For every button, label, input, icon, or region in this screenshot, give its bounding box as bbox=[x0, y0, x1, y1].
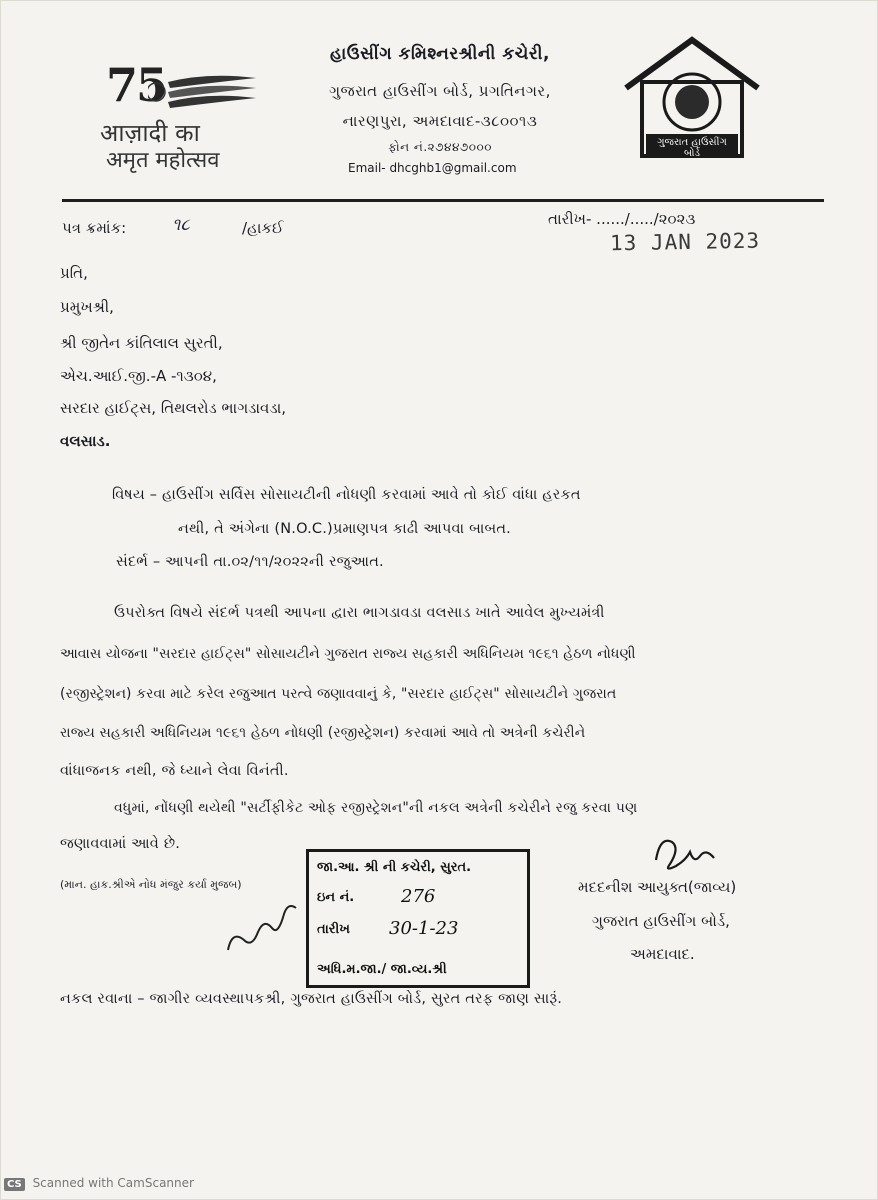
logo-number: 75 bbox=[106, 58, 167, 112]
para1-line: રાજ્ય સહકારી અધિનિયમ ૧૯૬૧ હેઠળ નોધણી (રજીસ્ટ્રેશન) કરવામાં આવે તો અત્રેની કચેરીને bbox=[60, 725, 586, 741]
date-label: તારીખ- ....../...../૨૦૨૩ bbox=[548, 210, 696, 228]
stamp-date-value: 30-1-23 bbox=[389, 918, 459, 939]
para2-line: જણાવવામાં આવે છે. bbox=[60, 836, 181, 852]
para2-line: વધુમાં, નોંધણી થયેથી "સર્ટીફીકેટ ઓફ રજીસ્ટ્રેશન"ની નકલ અત્રેની કચેરીને રજુ કરવા પણ bbox=[114, 800, 638, 816]
para1-line: આવાસ યોજના "સરદાર હાઈટ્સ" સોસાયટીને ગુજરાત રાજ્ય સહકારી અધિનિયમ ૧૯૬૧ હેઠળ નોધણી bbox=[60, 646, 636, 662]
office-email: Email- dhcghb1@gmail.com bbox=[348, 161, 517, 175]
stamp-office: જા.આ. શ્રી ની કચેરી, સુરત. bbox=[317, 860, 472, 875]
office-phone: ફોન નં.૨૭૪૪૭૦૦૦ bbox=[388, 140, 492, 154]
scanner-text: Scanned with CamScanner bbox=[32, 1176, 194, 1190]
signatory-city: અમદાવાદ. bbox=[630, 945, 695, 963]
camscanner-logo: CS bbox=[4, 1178, 25, 1191]
board-label: ગુજરાત હાઉસીંગ બોર્ડ bbox=[657, 137, 727, 159]
copy-to-line: નકલ રવાના – જાગીર વ્યવસ્થાપકશ્રી, ગુજરાત હાઉસીંગ બોર્ડ, સુરત તરફ જાણ સારૂં. bbox=[60, 991, 563, 1007]
recipient-address-1: એચ.આઈ.જી.-A -૧૩૦૪, bbox=[60, 367, 217, 385]
signatory-org: ગુજરાત હાઉસીંગ બોર્ડ, bbox=[592, 912, 730, 930]
signature-icon bbox=[650, 830, 720, 878]
recipient-address-2: સરદાર હાઈટ્સ, તિથલરોડ ભાગડાવડા, bbox=[60, 399, 287, 417]
logo-line-azadi: आज़ादी का bbox=[100, 119, 200, 147]
to-label: પ્રતિ, bbox=[60, 264, 88, 282]
flag-swoosh-icon bbox=[148, 72, 258, 116]
gujarat-housing-board-logo bbox=[622, 36, 762, 161]
header-divider bbox=[62, 199, 824, 202]
logo-line-amrit: अमृत महोत्सव bbox=[106, 148, 220, 173]
stamp-inward-label: ઇન નં. bbox=[317, 890, 355, 905]
date-stamp: 13 JAN 2023 bbox=[609, 228, 761, 256]
reference-line: સંદર્ભ – આપની તા.૦૨/૧૧/૨૦૨૨ની રજુઆત. bbox=[116, 554, 384, 570]
azadi-ka-amrit-mahotsav-logo bbox=[96, 58, 271, 178]
para1-line: ઉપરોક્ત વિષયે સંદર્ભ પત્રથી આપના દ્વારા ભાગડાવડા વલસાડ ખાતે આવેલ મુખ્યમંત્રી bbox=[114, 605, 605, 621]
approval-note: (માન. હાક.શ્રીએ નોધ મંજુર કર્યા મુજબ) bbox=[60, 878, 242, 891]
ref-number: ૧૮ bbox=[172, 215, 190, 235]
recipient-name: શ્રી જીતેન કાંતિલાલ સુરતી, bbox=[60, 334, 223, 352]
office-address-line2: નારણપુરા, અમદાવાદ-૩૮૦૦૧૩ bbox=[342, 112, 538, 130]
stamp-inward-number: 276 bbox=[401, 886, 436, 907]
office-title: હાઉસીંગ કમિશ્નરશ્રીની કચેરી, bbox=[329, 44, 551, 64]
ref-label: પત્ર ક્રમાંક: bbox=[62, 219, 127, 237]
handwritten-initials-icon bbox=[222, 890, 302, 960]
inward-stamp bbox=[306, 849, 530, 988]
subject-line-2: નથી, તે અંગેના (N.O.C.)પ્રમાણપત્ર કાઢી આપવા બાબત. bbox=[178, 521, 511, 537]
stamp-date-label: તારીખ bbox=[317, 922, 350, 937]
recipient-city: વલસાડ. bbox=[60, 432, 111, 450]
ref-suffix: /હાકઈ bbox=[242, 219, 284, 237]
office-address-line1: ગુજરાત હાઉસીંગ બોર્ડ, પ્રગતિનગર, bbox=[329, 82, 551, 100]
para1-line: વાંધાજનક નથી, જે ધ્યાને લેવા વિનંતી. bbox=[60, 763, 289, 779]
subject-line-1: વિષય – હાઉસીંગ સર્વિસ સોસાયટીની નોધણી કરવામાં આવે તો કોઈ વાંધા હરકત bbox=[112, 487, 581, 503]
para1-line: (રજીસ્ટ્રેશન) કરવા માટે કરેલ રજુઆત પરત્વે જણાવવાનું કે, "સરદાર હાઈટ્સ" સોસાયટીને ગુજરાત bbox=[60, 686, 617, 702]
scanner-watermark bbox=[4, 1176, 194, 1191]
stamp-footer: અધિ.મ.જા./ જા.વ્ય.શ્રી bbox=[317, 962, 447, 977]
signatory-title: મદદનીશ આયુક્ત(જાવ્ય) bbox=[578, 878, 737, 896]
recipient-title: પ્રમુખશ્રી, bbox=[60, 298, 114, 316]
